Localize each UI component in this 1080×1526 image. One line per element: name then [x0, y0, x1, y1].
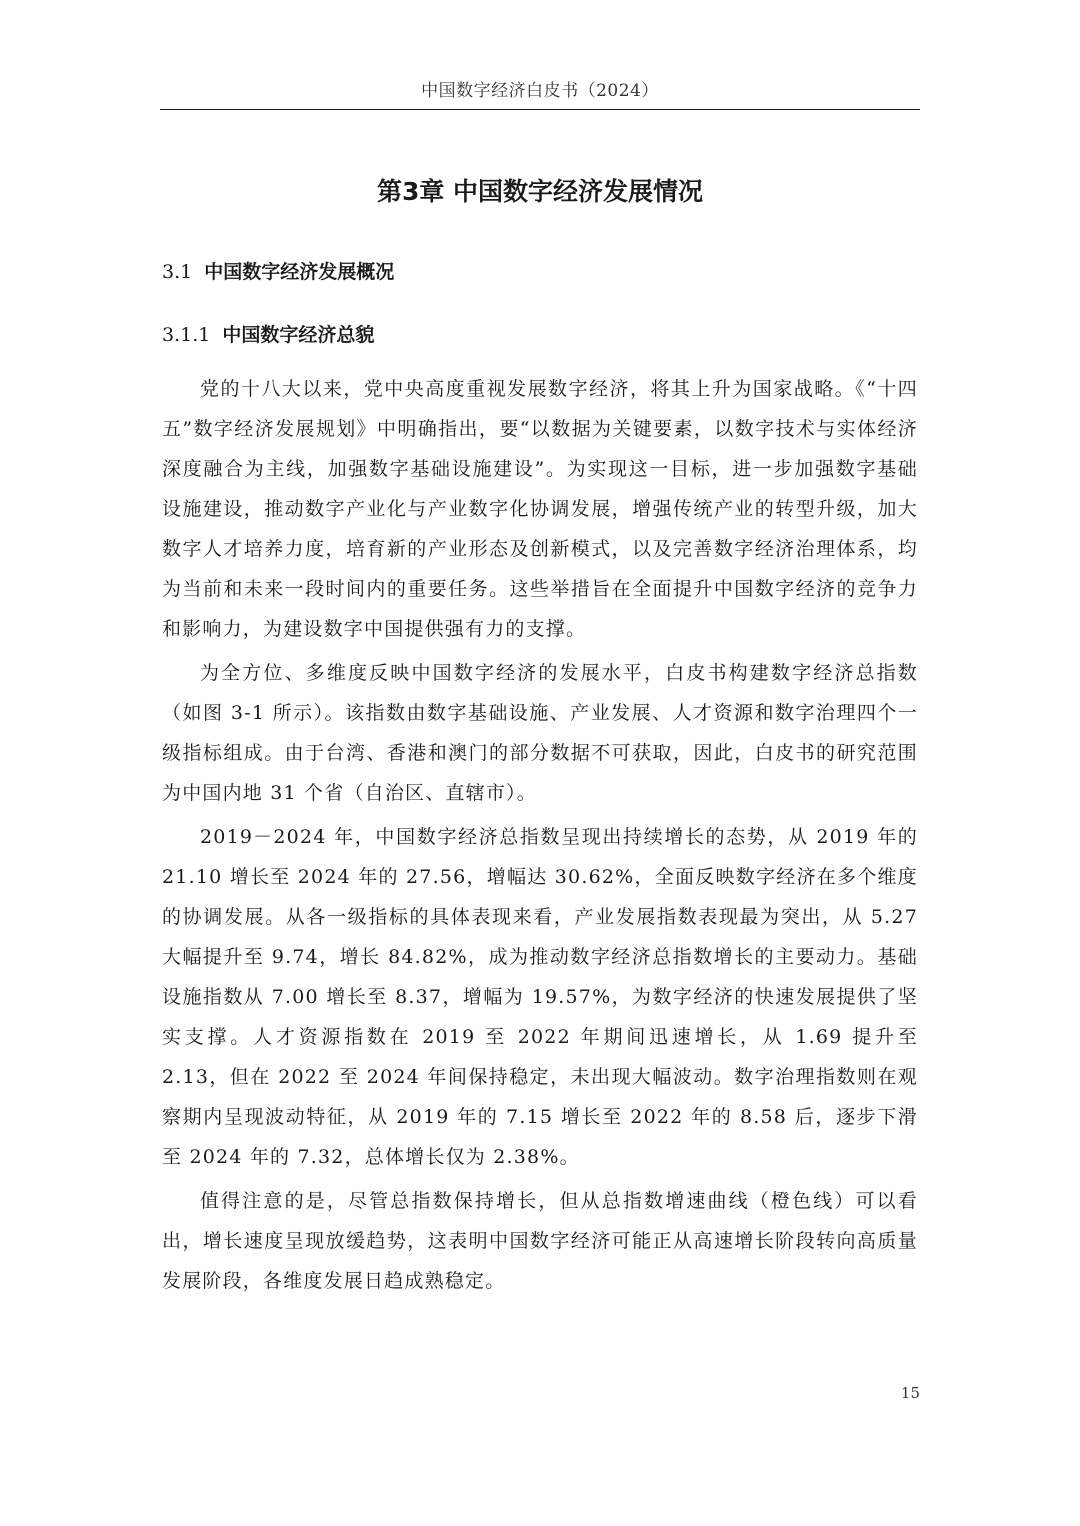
paragraph: 为全方位、多维度反映中国数字经济的发展水平，白皮书构建数字经济总指数（如图 3-1 所示）。该指数由数字基础设施、产业发展、人才资源和数字治理四个一级指标组成。由于台湾、香港和澳门的部分数据不可获取，因此，白皮书的研究范围为中国内地 31 个省（自治区、直辖市）。: [162, 662, 918, 804]
paragraph: 值得注意的是，尽管总指数保持增长，但从总指数增速曲线（橙色线）可以看出，增长速度呈现放缓趋势，这表明中国数字经济可能正从高速增长阶段转向高质量发展阶段，各维度发展日趋成熟稳定。: [162, 1190, 918, 1292]
page-number: 15: [900, 1384, 920, 1402]
section-number: 3.1: [162, 261, 193, 283]
subsection-title: 中国数字经济总貌: [222, 324, 375, 346]
running-header: 中国数字经济白皮书（2024）: [421, 81, 659, 101]
section-heading-3-1: [162, 257, 394, 287]
section-title: 中国数字经济发展概况: [204, 261, 395, 283]
body-text: [162, 369, 918, 1305]
header-rule: [160, 109, 920, 110]
paragraph: 党的十八大以来，党中央高度重视发展数字经济，将其上升为国家战略。《“十四五”数字经济发展规划》中明确指出，要“以数据为关键要素，以数字技术与实体经济深度融合为主线，加强数字基础设施建设”。为实现这一目标，进一步加强数字基础设施建设，推动数字产业化与产业数字化协调发展，增强传统产业的转型升级，加大数字人才培养力度，培育新的产业形态及创新模式，以及完善数字经济治理体系，均为当前和未来一段时间内的重要任务。这些举措旨在全面提升中国数字经济的竞争力和影响力，为建设数字中国提供强有力的支撑。: [162, 378, 918, 640]
subsection-number: 3.1.1: [162, 324, 211, 346]
chapter-title: 第3章 中国数字经济发展情况: [376, 177, 704, 206]
paragraph: 2019－2024 年，中国数字经济总指数呈现出持续增长的态势，从 2019 年的 21.10 增长至 2024 年的 27.56，增幅达 30.62%，全面反映数字经济在多个维度的协调发展。从各一级指标的具体表现来看，产业发展指数表现最为突出，从 5.27 大幅提升至 9.74，增长 84.82%，成为推动数字经济总指数增长的主要动力。基础设施指数从 7.00 增长至 8.37，增幅为 19.57%，为数字经济的快速发展提供了坚实支撑。人才资源指数在 2019 至 2022 年期间迅速增长，从 1.69 提升至 2.13，但在 2022 至 2024 年间保持稳定，未出现大幅波动。数字治理指数则在观察期内呈现波动特征，从 2019 年的 7.15 增长至 2022 年的 8.58 后，逐步下滑至 2024 年的 7.32，总体增长仅为 2.38%。: [162, 826, 918, 1168]
section-heading-3-1-1: [162, 320, 374, 350]
